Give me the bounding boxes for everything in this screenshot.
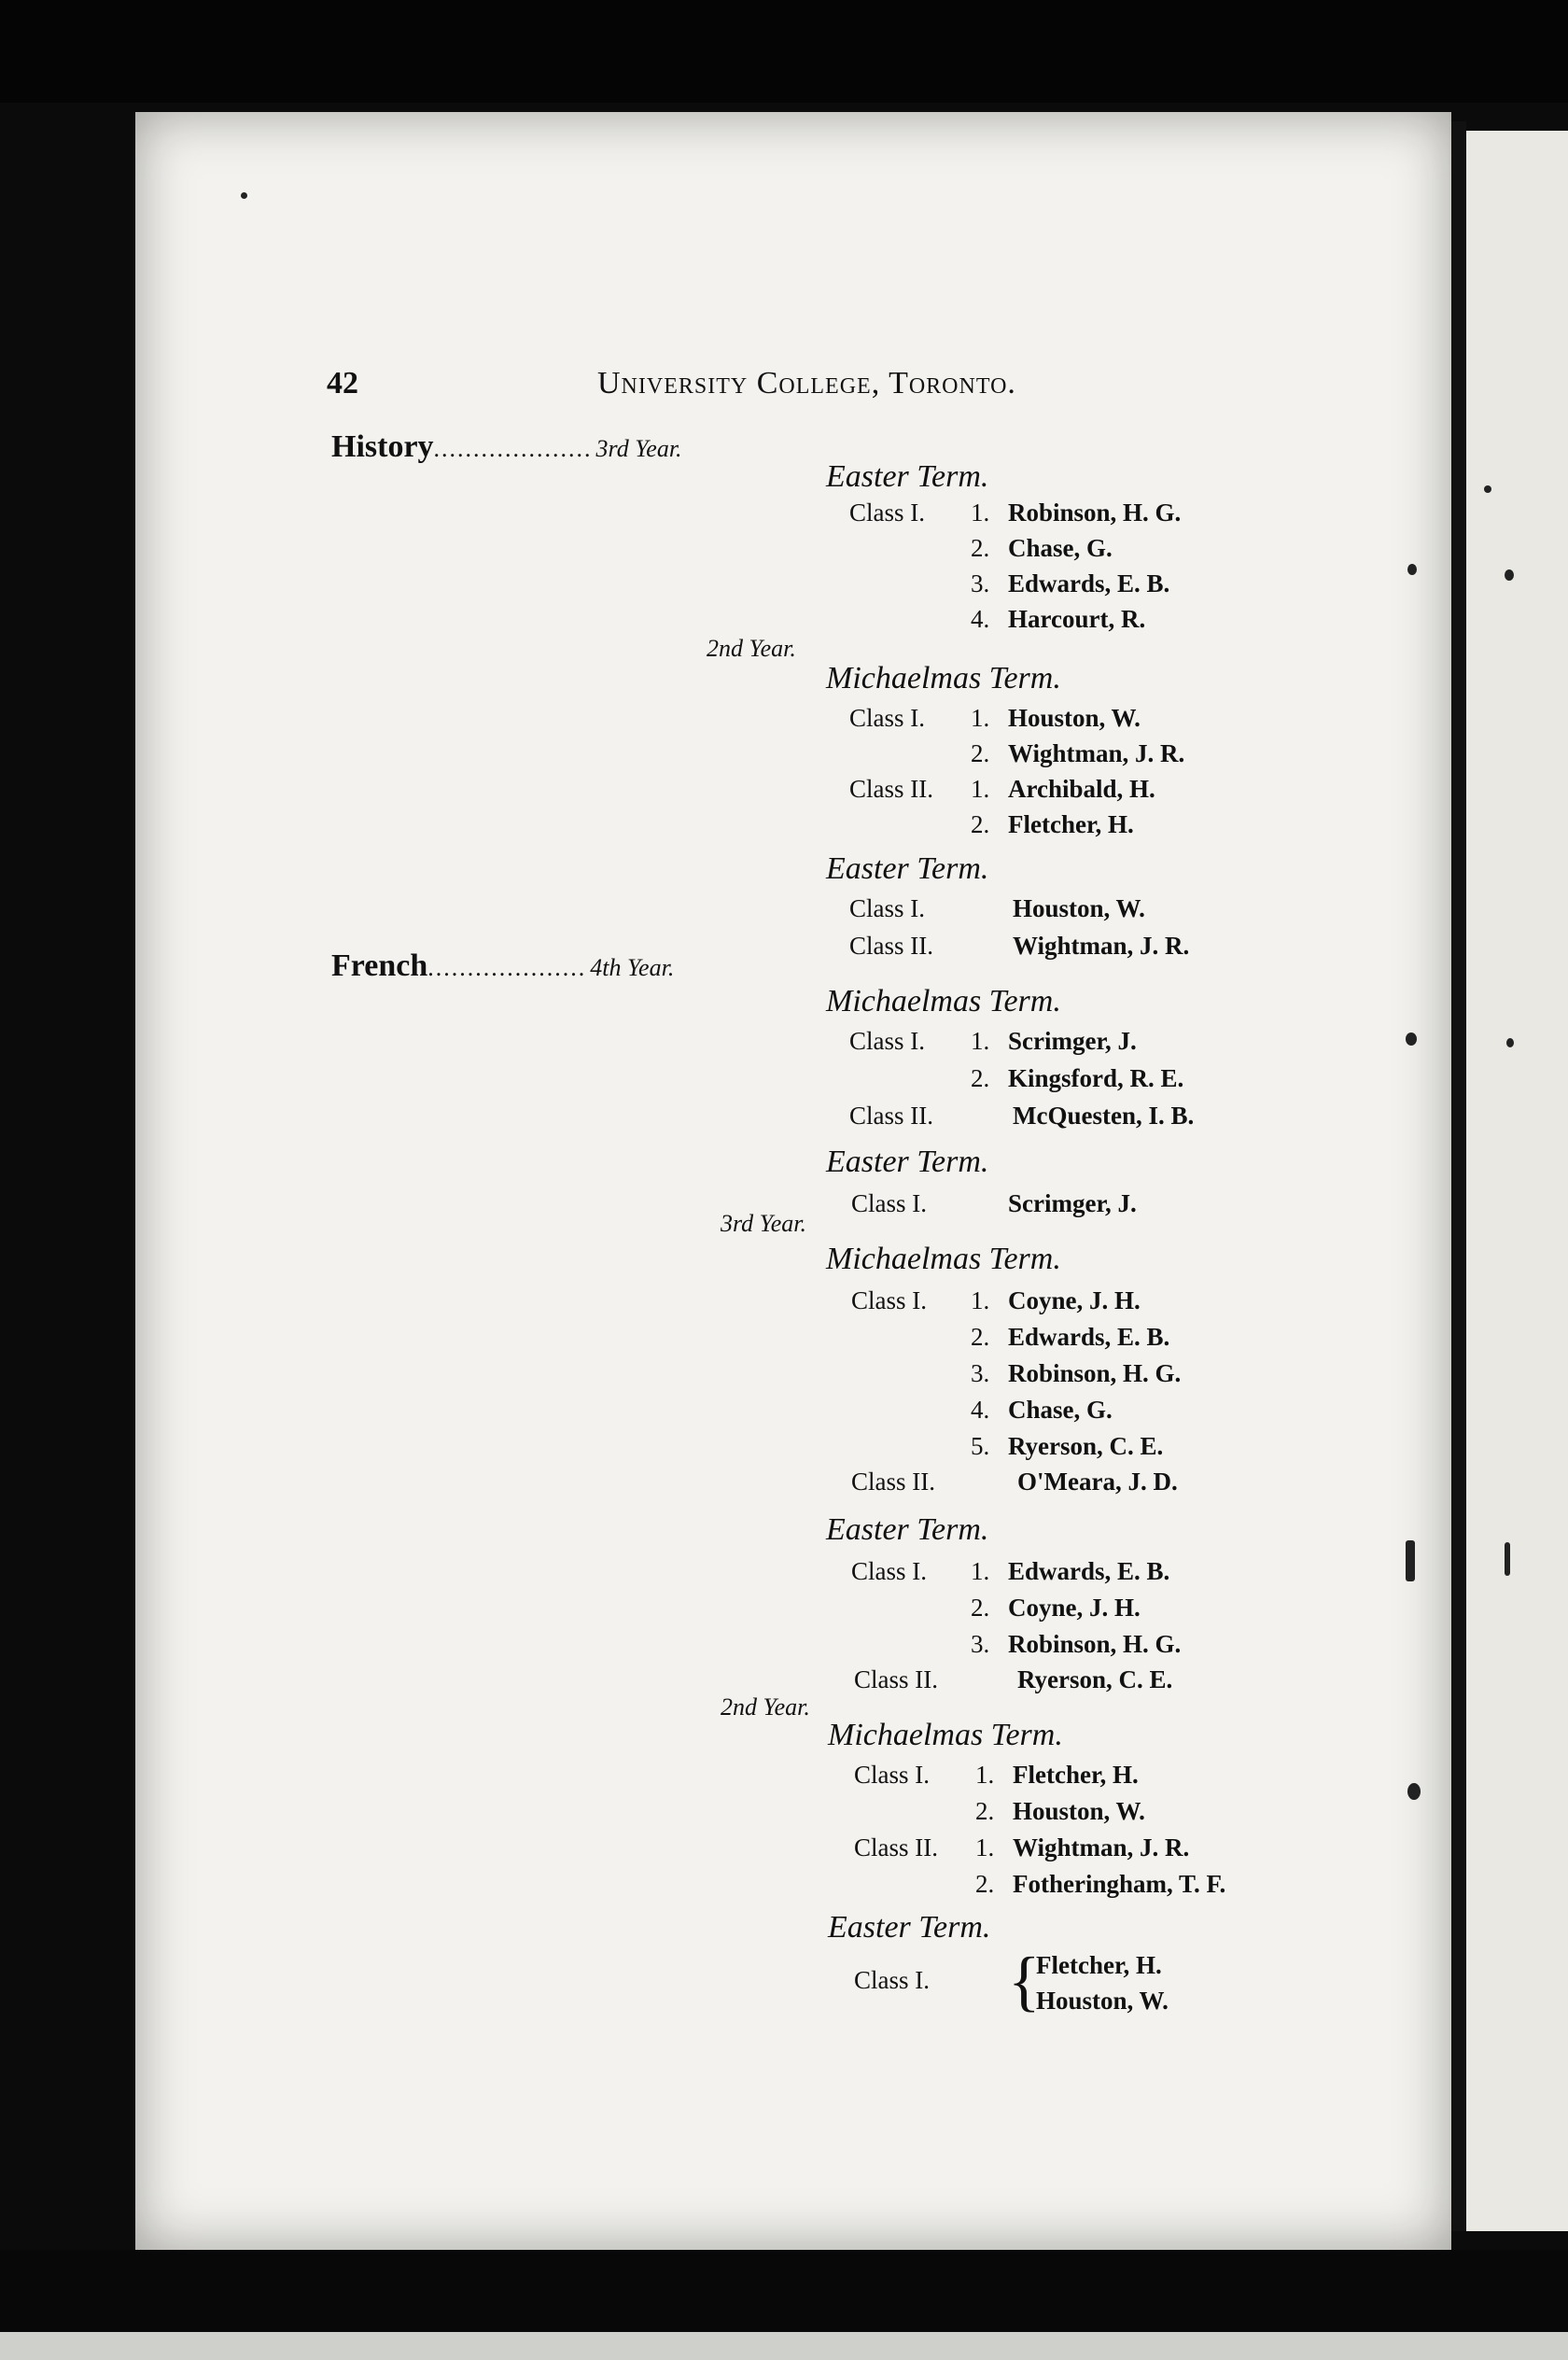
student-name: McQuesten, I. B. <box>1013 1102 1195 1130</box>
term-heading: Michaelmas Term. <box>826 1242 1061 1276</box>
student-name: Fletcher, H. <box>1036 1951 1162 1979</box>
student-name: Edwards, E. B. <box>1008 1323 1170 1351</box>
rank-number: 2. <box>971 1064 990 1092</box>
term-heading: Easter Term. <box>826 1145 989 1179</box>
year-label: 3rd Year. <box>595 435 682 462</box>
rank-number: 3. <box>971 569 990 597</box>
student-name: Robinson, H. G. <box>1008 1359 1182 1387</box>
rank-number: 4. <box>971 1396 990 1424</box>
rank-number: 2. <box>971 1594 990 1622</box>
term-heading: Michaelmas Term. <box>828 1718 1063 1752</box>
class-label: Class II. <box>854 1665 938 1693</box>
student-name: Houston, W. <box>1013 894 1145 922</box>
rank-number: 2. <box>971 1323 990 1351</box>
student-name: Coyne, J. H. <box>1008 1286 1141 1314</box>
rank-number: 1. <box>971 704 990 732</box>
class-label: Class II. <box>854 1833 938 1861</box>
rank-number: 2. <box>971 739 990 767</box>
student-name: Wightman, J. R. <box>1008 739 1185 767</box>
rank-number: 1. <box>971 1027 990 1055</box>
term-heading: Easter Term. <box>828 1910 991 1945</box>
year-label: 2nd Year. <box>721 1693 810 1721</box>
student-name: Robinson, H. G. <box>1008 499 1182 527</box>
class-label: Class I. <box>851 1286 927 1314</box>
class-label: Class I. <box>854 1966 930 1994</box>
student-name: Ryerson, C. E. <box>1017 1665 1173 1693</box>
student-name: Archibald, H. <box>1008 775 1155 803</box>
class-label: Class I. <box>849 894 925 922</box>
term-heading: Easter Term. <box>826 851 989 886</box>
year-label: 3rd Year. <box>721 1210 807 1237</box>
term-heading: Easter Term. <box>826 1512 989 1547</box>
scan-top-margin <box>0 0 1568 103</box>
student-name: Scrimger, J. <box>1008 1189 1137 1217</box>
student-name: O'Meara, J. D. <box>1017 1468 1178 1496</box>
subject-heading: History <box>331 429 434 464</box>
student-name: Houston, W. <box>1008 704 1141 732</box>
rank-number: 3. <box>971 1359 990 1387</box>
scan-speck <box>1505 569 1514 581</box>
student-name: Kingsford, R. E. <box>1008 1064 1184 1092</box>
scan-speck <box>1406 1540 1415 1581</box>
rank-number: 2. <box>975 1797 995 1825</box>
rank-number: 1. <box>971 775 990 803</box>
rank-number: 5. <box>971 1432 990 1460</box>
year-label: 2nd Year. <box>707 635 796 662</box>
rank-number: 2. <box>971 810 990 838</box>
scan-speck <box>1484 485 1491 493</box>
class-label: Class II. <box>849 1102 933 1130</box>
student-name: Edwards, E. B. <box>1008 569 1170 597</box>
rank-number: 3. <box>971 1630 990 1658</box>
class-label: Class II. <box>849 932 933 960</box>
scan-speck <box>1505 1542 1510 1576</box>
rank-number: 4. <box>971 605 990 633</box>
student-name: Chase, G. <box>1008 1396 1113 1424</box>
dot-leader: .................... <box>427 954 587 981</box>
rank-number: 2. <box>975 1870 995 1898</box>
facing-page-edge <box>1466 131 1568 2231</box>
class-label: Class I. <box>849 499 925 527</box>
term-heading: Michaelmas Term. <box>826 984 1061 1018</box>
class-label: Class I. <box>854 1761 930 1789</box>
student-name: Wightman, J. R. <box>1013 932 1190 960</box>
student-name: Harcourt, R. <box>1008 605 1146 633</box>
student-name: Fotheringham, T. F. <box>1013 1870 1226 1898</box>
scan-speck <box>1506 1038 1514 1047</box>
student-name: Edwards, E. B. <box>1008 1557 1170 1585</box>
class-label: Class II. <box>849 775 933 803</box>
page-number: 42 <box>327 366 358 400</box>
student-name: Coyne, J. H. <box>1008 1594 1141 1622</box>
class-label: Class II. <box>851 1468 935 1496</box>
student-name: Fletcher, H. <box>1008 810 1134 838</box>
student-name: Scrimger, J. <box>1008 1027 1137 1055</box>
student-name: Houston, W. <box>1036 1987 1169 2015</box>
class-label: Class I. <box>851 1557 927 1585</box>
student-name: Fletcher, H. <box>1013 1761 1139 1789</box>
year-label: 4th Year. <box>590 954 675 981</box>
student-name: Wightman, J. R. <box>1013 1833 1190 1861</box>
subject-heading: French <box>331 948 428 983</box>
subject-line-french <box>331 948 674 984</box>
student-name: Chase, G. <box>1008 534 1113 562</box>
student-name: Ryerson, C. E. <box>1008 1432 1164 1460</box>
rank-number: 1. <box>975 1761 995 1789</box>
term-heading: Michaelmas Term. <box>826 661 1061 695</box>
rank-number: 1. <box>971 499 990 527</box>
scan-speck <box>241 192 247 199</box>
scan-speck <box>1407 1783 1421 1800</box>
rank-number: 1. <box>971 1286 990 1314</box>
rank-number: 1. <box>971 1557 990 1585</box>
student-name: Houston, W. <box>1013 1797 1145 1825</box>
page-header <box>0 366 1568 413</box>
scan-speck <box>1406 1032 1417 1046</box>
class-label: Class I. <box>851 1189 927 1217</box>
rank-number: 2. <box>971 534 990 562</box>
page-gutter-shadow <box>1451 121 1466 2231</box>
rank-number: 1. <box>975 1833 995 1861</box>
class-label: Class I. <box>849 704 925 732</box>
subject-line-history <box>331 429 682 465</box>
dot-leader: .................... <box>433 435 593 462</box>
class-label: Class I. <box>849 1027 925 1055</box>
term-heading: Easter Term. <box>826 459 989 494</box>
student-name: Robinson, H. G. <box>1008 1630 1182 1658</box>
scan-bottom-strip <box>0 2332 1568 2360</box>
grouping-brace: { <box>1008 1944 1041 2018</box>
scan-speck <box>1407 564 1417 575</box>
running-head: University College, Toronto. <box>597 366 1016 400</box>
